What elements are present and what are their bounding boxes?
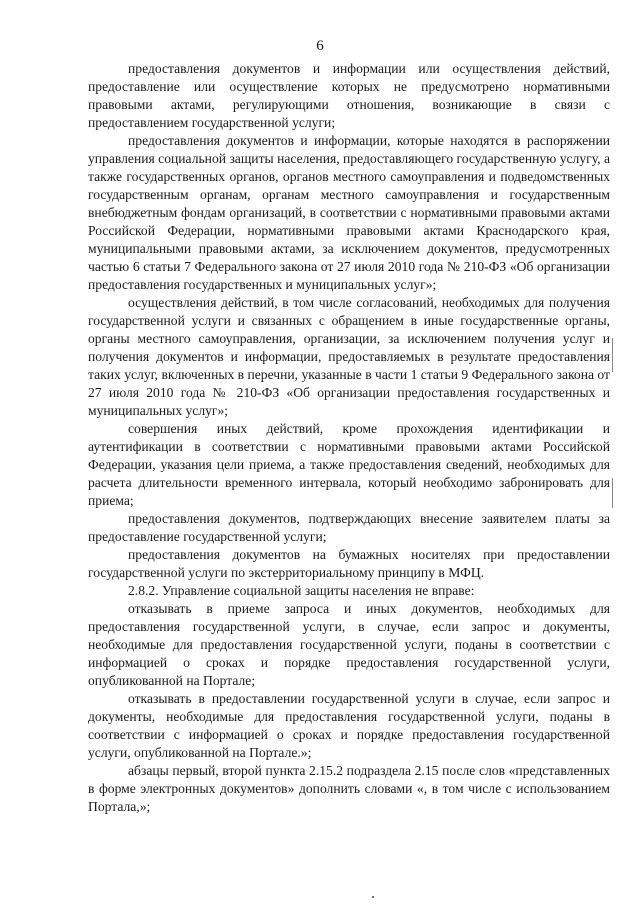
- page-number: 6: [316, 38, 324, 54]
- paragraph: совершения иных действий, кроме прохождения идентификации и аутентификации в соответствии с нормативными правовыми актами Российской Федерации, указания цели приема, а также предоставления сведений, необходимых для расчета длительности временного интервала, который необходимо забронировать для приема;: [88, 421, 610, 508]
- paragraph: предоставления документов и информации, которые находятся в распоряжении управления социальной защиты населения, предоставляющего государственную услугу, а также государственных органов, органов местного самоуправления и подведомственных государственным органам, органам местного самоуправления и государственным внебюджетным фондам организаций, в соответствии с нормативными правовыми актами Российской Федерации, нормативными правовыми актами Краснодарского края, муниципальными правовыми актами, за исключением документов, предусмотренных частью 6 статьи 7 Федерального закона от 27 июля 2010 года № 210-ФЗ «Об организации предоставления государственных и муниципальных услуг»;: [88, 133, 610, 292]
- paragraph: отказывать в приеме запроса и иных документов, необходимых для предоставления государственной услуги, в случае, если запрос и документы, необходимые для предоставления государственной услуги, поданы в соответствии с информацией о сроках и порядке предоставления государственной услуги, опубликованной на Портале;: [88, 601, 610, 688]
- scan-edge-mark: [612, 478, 613, 508]
- paragraph: предоставления документов, подтверждающих внесение заявителем платы за предоставление государственной услуги;: [88, 511, 610, 544]
- section-heading: 2.8.2. Управление социальной защиты населения не вправе:: [128, 583, 475, 598]
- paragraph: отказывать в предоставлении государственной услуги в случае, если запрос и документы, необходимые для предоставления государственной услуги, поданы в соответствии с информацией о сроках и порядке предоставления государственной услуги, опубликованной на Портале.»;: [88, 691, 610, 760]
- paragraph: предоставления документов на бумажных носителях при предоставлении государственной услуги по экстерриториальному принципу в МФЦ.: [88, 547, 610, 580]
- paragraph: абзацы первый, второй пункта 2.15.2 подраздела 2.15 после слов «представленных в форме электронных документов» дополнить словами «, в том числе с использованием Портала,»;: [88, 763, 610, 814]
- scan-edge-mark: [612, 338, 613, 372]
- scan-speck: [372, 896, 374, 898]
- document-body: [88, 60, 610, 816]
- paragraph: предоставления документов и информации или осуществления действий, предоставление или осуществление которых не предусмотрено нормативными правовыми актами, регулирующими отношения, возникающие в связи с предоставлением государственной услуги;: [88, 61, 610, 130]
- paragraph: осуществления действий, в том числе согласований, необходимых для получения государственной услуги и связанных с обращением в иные государственные органы, органы местного самоуправления, организации, за исключением получения услуг и получения документов и информации, предоставляемых в результате предоставления таких услуг, включенных в перечни, указанные в части 1 статьи 9 Федерального закона от 27 июля 2010 года № 210-ФЗ «Об организации предоставления государственных и муниципальных услуг»;: [88, 295, 610, 418]
